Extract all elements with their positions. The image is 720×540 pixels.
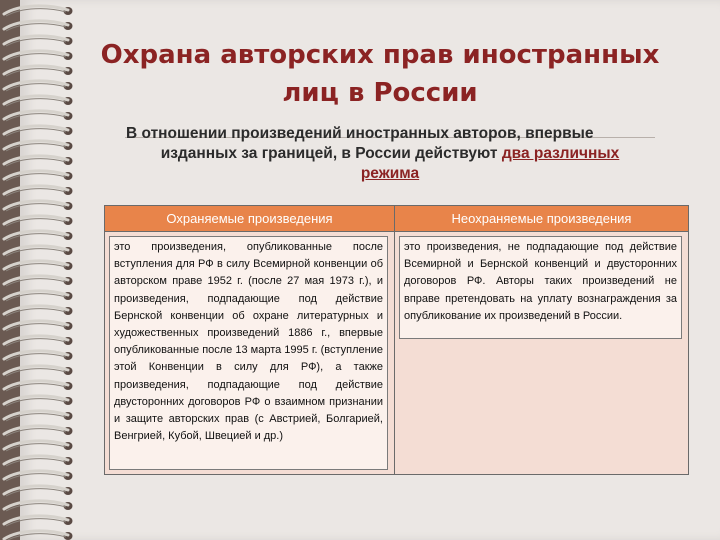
- cell-unprotected: [395, 232, 689, 475]
- intro-line-1: В отношении произведений иностранных авторов, впервые: [126, 125, 594, 142]
- protected-description: это произведения, опубликованные после вступления для РФ в силу Всемирной конвенции об авторском праве 1952 г. (после 27 мая 1973 г.), и произведения, подпадающие под действие Бернской конвенции об охране литературных и художественных произведений 1886 г., впервые опубликованные после 13 марта 1995 г. (вступление этой Конвенции в силу для РФ), а также произведения, подпадающие под действие двусторонних договоров РФ о взаимном признании и защите авторских прав (с Австрией, Болгарией, Венгрией, Кубой, Швецией и др.): [109, 236, 388, 470]
- cell-protected: [105, 232, 395, 475]
- table-header-row: [105, 206, 689, 232]
- intro-highlight-1: два различных: [501, 145, 620, 162]
- table-row: [105, 232, 689, 475]
- unprotected-description: это произведения, не подпадающие под действие Всемирной и Бернской конвенций и двусторонних договоров РФ. Авторы таких произведений не вправе претендовать на уплату вознаграждения за опубликование их произведений в России.: [399, 236, 682, 339]
- header-unprotected: Неохраняемые произведения: [395, 206, 689, 232]
- intro-line-2: изданных за границей, в России действуют: [160, 145, 502, 162]
- regimes-table: [104, 205, 689, 475]
- title-line-1: Охрана авторских прав иностранных: [100, 40, 660, 70]
- spiral-binding-icon: [0, 0, 92, 540]
- intro-text: [120, 124, 660, 184]
- header-protected: Охраняемые произведения: [105, 206, 395, 232]
- intro-highlight-2: режима: [360, 165, 420, 182]
- slide-title: [100, 36, 660, 112]
- title-line-2: лиц в России: [282, 78, 478, 108]
